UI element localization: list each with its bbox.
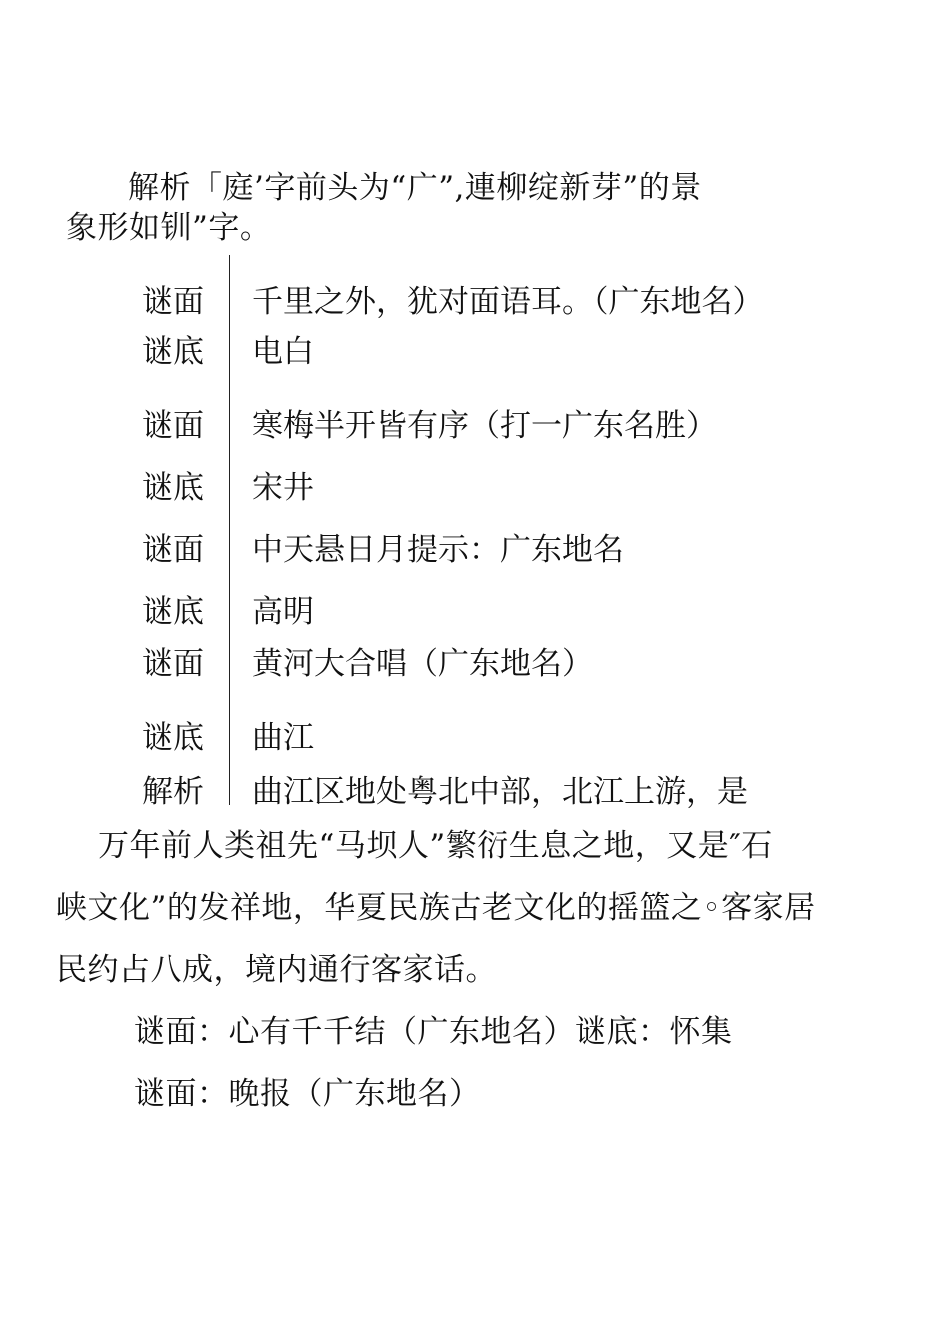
intro-line-1: 解析「庭’字前头为“广”,連柳绽新芽”的景 — [128, 170, 702, 206]
riddle-text: 曲江 — [252, 720, 314, 756]
riddle-label: 谜面 — [142, 408, 204, 444]
riddle-text: 千里之外，犹对面语耳。（广东地名） — [252, 284, 764, 320]
paragraph-line-3: 民约占八成，境内通行客家话。 — [56, 952, 497, 988]
riddle-text: 宋井 — [252, 470, 314, 506]
riddle-label: 谜面 — [142, 646, 204, 682]
riddle-label: 解析 — [142, 774, 204, 810]
riddle-label: 谜面 — [142, 284, 204, 320]
riddle-text: 寒梅半开皆有序（打一广东名胜） — [252, 408, 717, 444]
riddle-text: 高明 — [252, 594, 314, 630]
paragraph-line-2: 峡文化”的发祥地，华夏民族古老文化的摇篮之◦客家居 — [56, 890, 816, 926]
table-divider — [229, 255, 230, 805]
riddle-text: 中天悬日月提示：广东地名 — [252, 532, 624, 568]
riddle-label: 谜底 — [142, 720, 204, 756]
intro-line-2: 象形如钏”字。 — [66, 210, 272, 246]
extra-riddle-line-2: 谜面：晚报（广东地名） — [134, 1076, 481, 1112]
riddle-label: 谜底 — [142, 470, 204, 506]
paragraph-line-1: 万年前人类祖先“马坝人”繁衍生息之地，又是″石 — [98, 828, 773, 864]
riddle-text: 黄河大合唱（广东地名） — [252, 646, 593, 682]
riddle-label: 谜面 — [142, 532, 204, 568]
riddle-text: 曲江区地处粤北中部，北江上游，是 — [252, 774, 748, 810]
extra-riddle-line-1: 谜面：心有千千结（广东地名）谜底：怀集 — [134, 1014, 733, 1050]
riddle-label: 谜底 — [142, 334, 204, 370]
riddle-label: 谜底 — [142, 594, 204, 630]
riddle-text: 电白 — [252, 334, 314, 370]
